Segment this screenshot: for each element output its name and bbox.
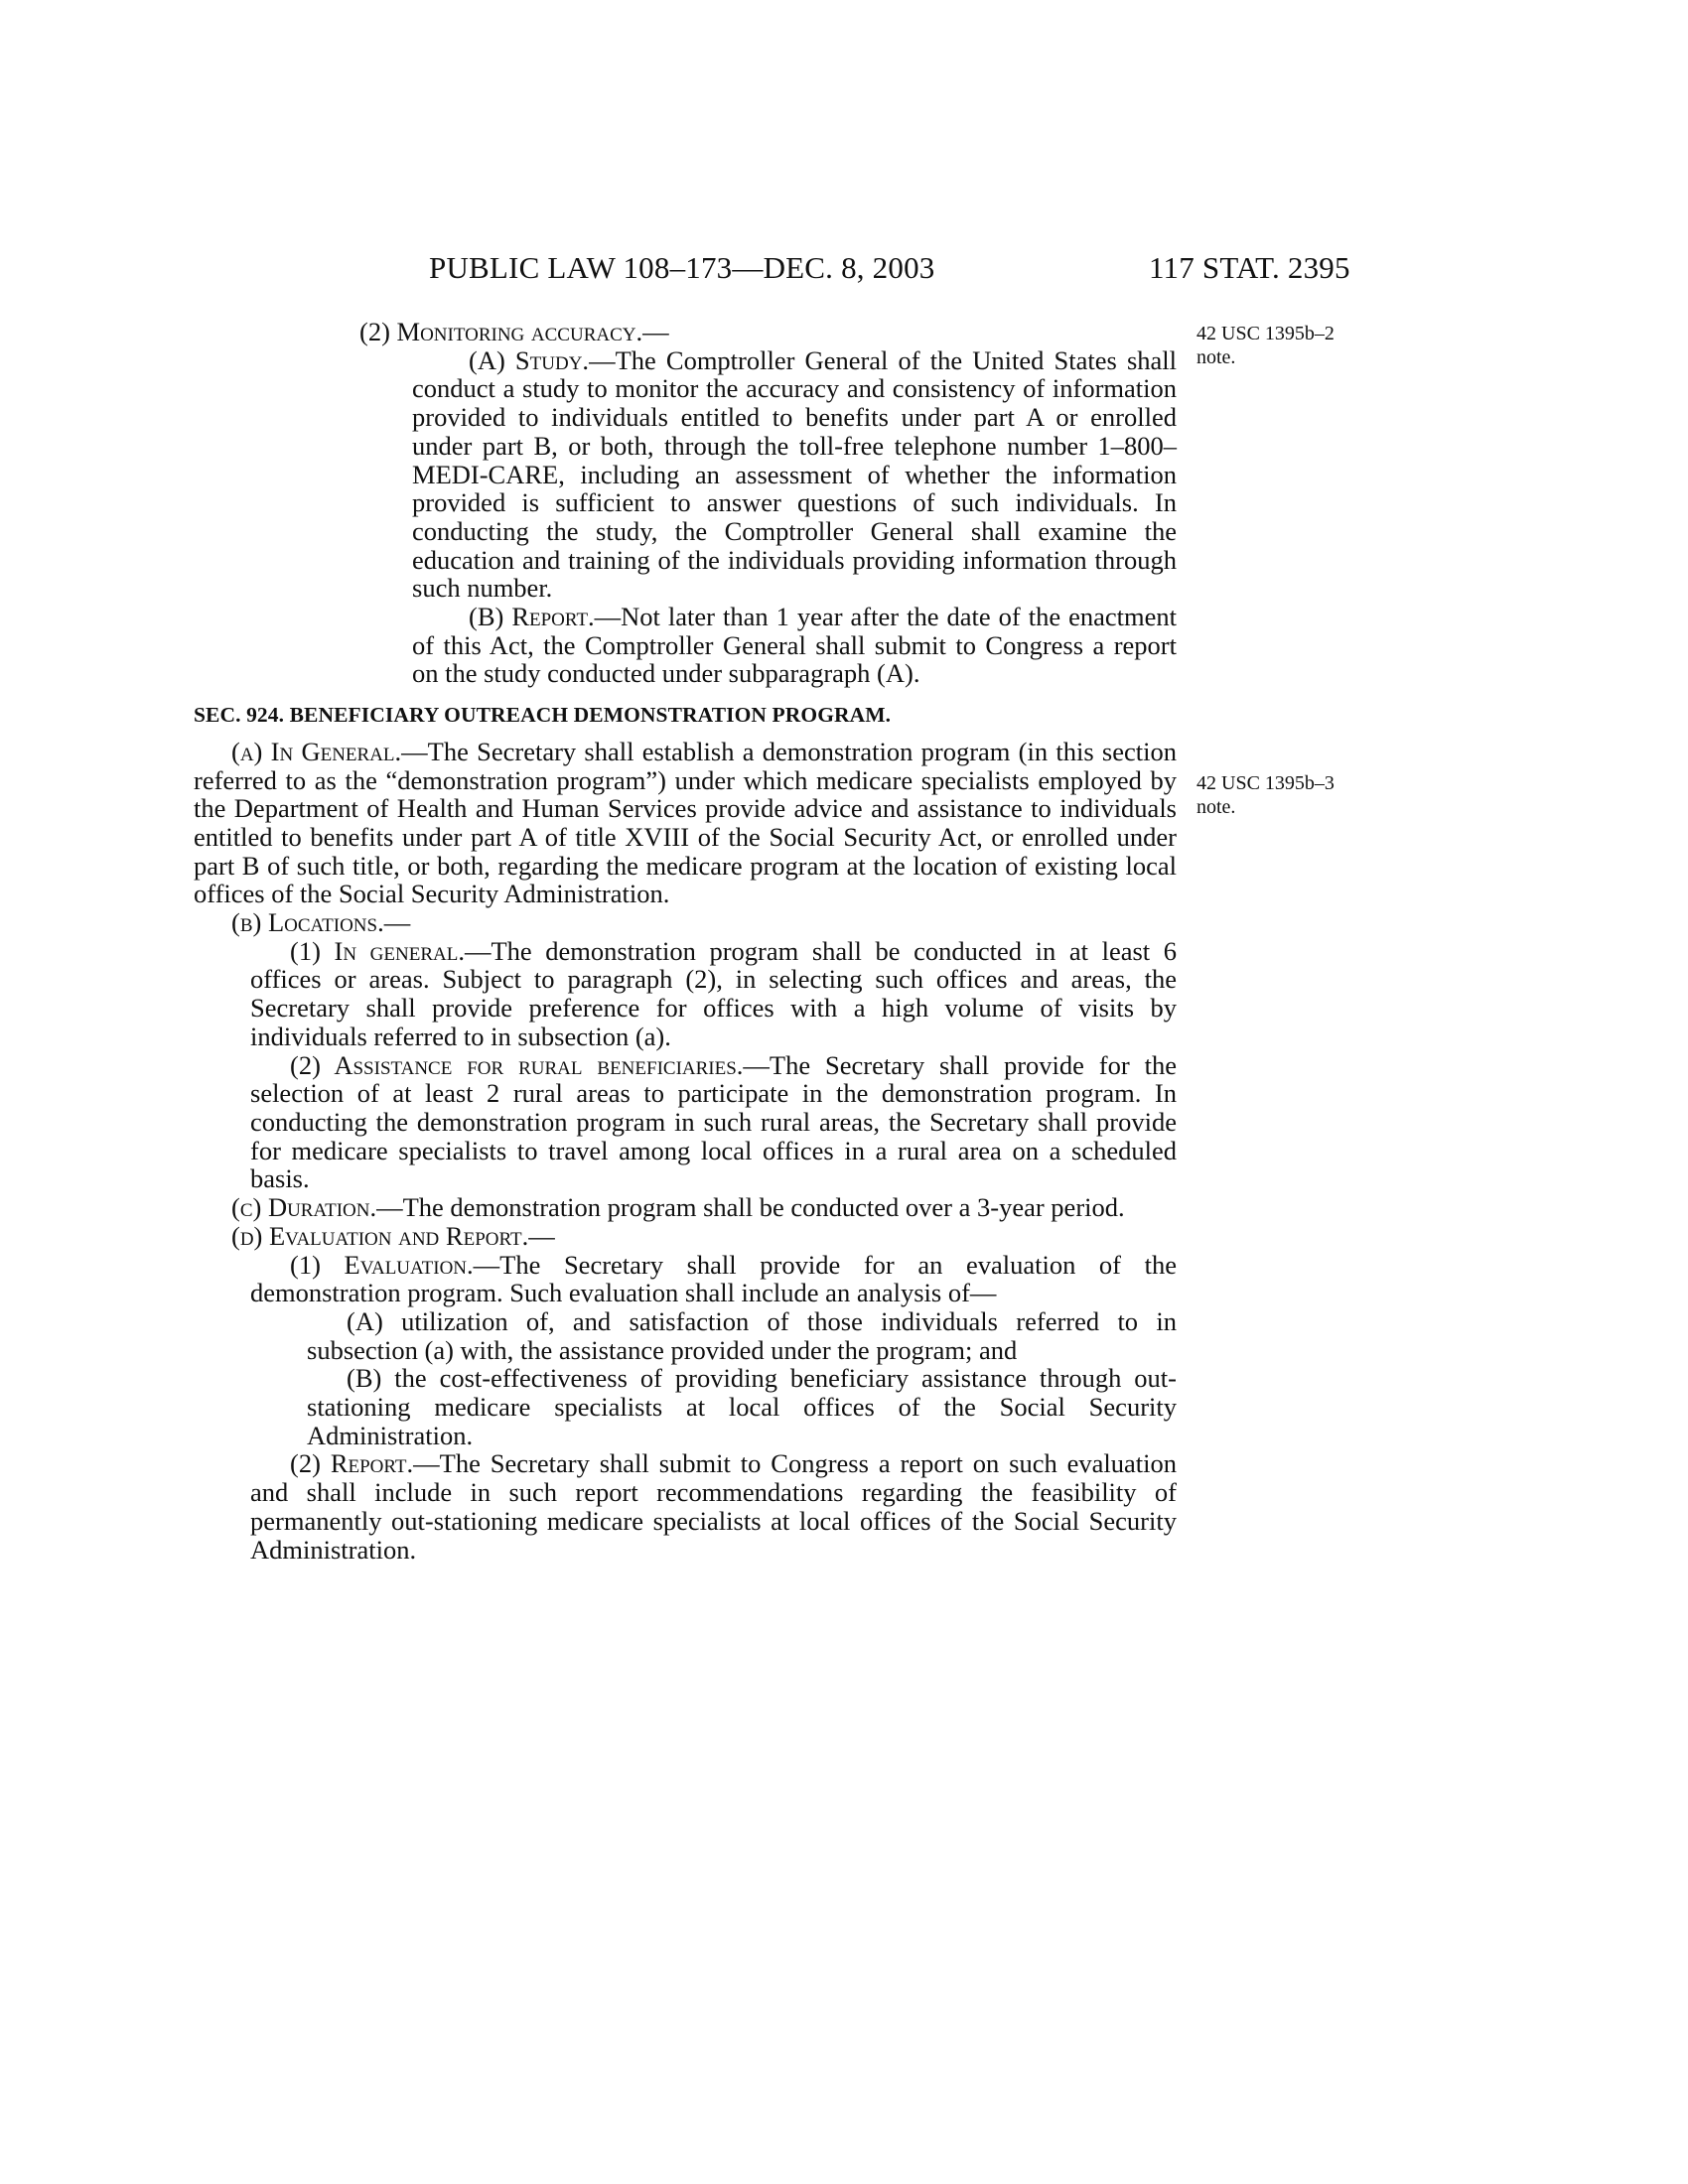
- paragraph-a-utilization: [307, 1307, 1177, 1364]
- paragraph-heading: (a) In General.: [231, 736, 402, 766]
- margin-note-citation: 42 USC 1395b–2: [1196, 323, 1335, 344]
- margin-note-2: [1196, 771, 1395, 819]
- margin-note-label: note.: [1196, 346, 1236, 368]
- page-header-title: PUBLIC LAW 108–173—DEC. 8, 2003: [429, 250, 935, 285]
- paragraph-2-report: [250, 1449, 1177, 1564]
- paragraph-b-cost-effectiveness: [307, 1364, 1177, 1449]
- paragraph-heading: (2) Monitoring accuracy.—: [359, 317, 669, 346]
- paragraph-heading: (b) Locations.—: [231, 907, 411, 938]
- section-heading: SEC. 924. BENEFICIARY OUTREACH DEMONSTRATION PROGRAM.: [194, 703, 892, 728]
- paragraph-1-in-general: [250, 937, 1177, 1051]
- paragraph-text: —The demonstration program shall be conducted in at least 6 offices or areas. Subject to paragraph (2), in selecting such offices and areas, the Secretary shall provide preference for offices with a high volume of visits by individuals referred to in subsection (a).: [250, 935, 1178, 1051]
- paragraph-heading: (1) In general.: [290, 935, 465, 966]
- page-header-statute: 117 STAT. 2395: [1149, 250, 1350, 285]
- paragraph-b-report: [303, 603, 1177, 688]
- paragraph-a-in-general: [194, 738, 1177, 908]
- paragraph-b-locations: [194, 908, 1177, 937]
- paragraph-heading: (2) Report.: [290, 1448, 414, 1479]
- paragraph-a-study: [303, 346, 1177, 603]
- paragraph-text: (A) utilization of, and satisfaction of those individuals referred to in subsection (a) with, the assistance provided under the program; and: [307, 1305, 1177, 1365]
- paragraph-text: —The Secretary shall provide for an evaluation of the demonstration program. Such evaluation shall include an analysis of—: [250, 1249, 1177, 1308]
- paragraph-heading: (d) Evaluation and Report.—: [231, 1220, 555, 1251]
- paragraph-c-duration: [194, 1193, 1177, 1222]
- paragraph-text: —Not later than 1 year after the date of the enactment of this Act, the Comptroller General shall submit to Congress a report on the study conducted under subparagraph (A).: [412, 602, 1177, 689]
- paragraph-text: —The Secretary shall establish a demonstration program (in this section referred to as the “demonstration program”) under which medicare specialists employed by the Department of Health and Human Services provide advice and assistance to individuals entitled to benefits under part A of title XVIII of the Social Security Act, or enrolled under part B of such title, or both, regarding the medicare program at the location of existing local offices of the Social Security Administration.: [194, 736, 1177, 909]
- margin-note-1: [1196, 322, 1395, 369]
- paragraph-heading: (B) Report.: [469, 602, 595, 632]
- paragraph-heading: (1) Evaluation.: [290, 1249, 474, 1280]
- paragraph-text: (B) the cost-effectiveness of providing beneficiary assistance through out-stationing medicare specialists at local offices of the Social Security Administration.: [307, 1363, 1177, 1450]
- paragraph-heading: (A) Study.: [469, 344, 590, 375]
- paragraph-text: —The Secretary shall provide for the selection of at least 2 rural areas to participate in the demonstration program. In conducting the demonstration program in such rural areas, the Secretary shall provide for medicare specialists to travel among local offices in a rural area on a scheduled basis.: [250, 1049, 1177, 1194]
- margin-note-citation: 42 USC 1395b–3: [1196, 772, 1335, 794]
- paragraph-text: —The demonstration program shall be conducted over a 3-year period.: [376, 1192, 1125, 1223]
- paragraph-heading: (c) Duration.: [231, 1192, 377, 1223]
- margin-note-label: note.: [1196, 796, 1236, 818]
- paragraph-d-evaluation-report: [194, 1222, 1177, 1251]
- paragraph-text: —The Comptroller General of the United States shall conduct a study to monitor the accuracy and consistency of information provided to individuals entitled to benefits under part A or enrolled under part B, or both, through the toll-free telephone number 1–800–MEDI-CARE, including an assessment of whether the information provided is sufficient to answer questions of such individuals. In conducting the study, the Comptroller General shall examine the education and training of the individuals providing information through such number.: [412, 344, 1177, 604]
- document-body: [194, 317, 1178, 1565]
- paragraph-1-evaluation: [250, 1251, 1177, 1307]
- paragraph-2-rural: [250, 1051, 1177, 1194]
- paragraph-text: —The Secretary shall submit to Congress a report on such evaluation and shall include in such report recommendations regarding the feasibility of permanently out-stationing medicare specialists at local offices of the Social Security Administration.: [250, 1448, 1177, 1565]
- paragraph-heading: (2) Assistance for rural beneficiaries.: [290, 1049, 744, 1080]
